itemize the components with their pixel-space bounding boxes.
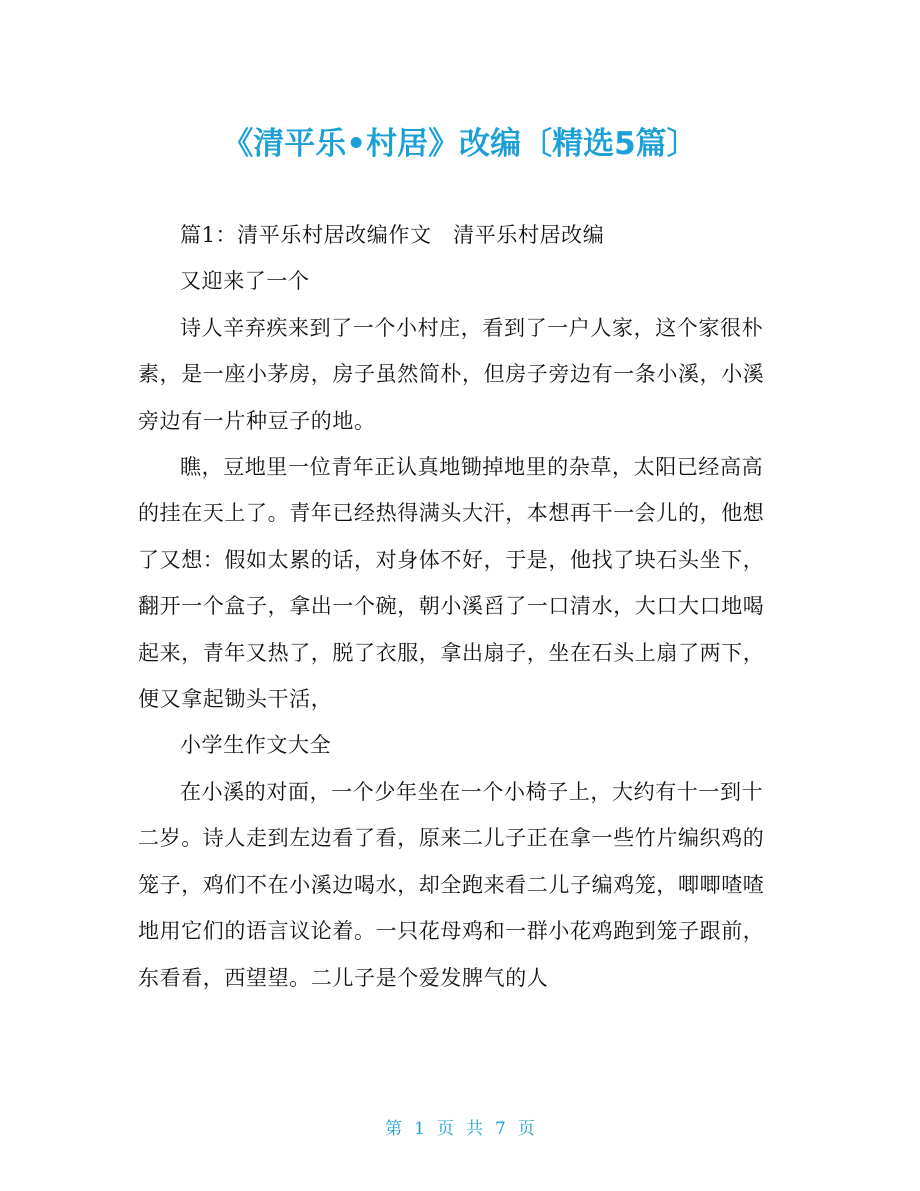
footer-gong: 共: [466, 1119, 483, 1139]
footer-ye: 页: [437, 1119, 454, 1139]
document-title: 《清平乐•村居》改编〔精选5篇〕: [222, 126, 698, 162]
paragraph: 诗人辛弃疾来到了一个小村庄，看到了一户人家，这个家很朴素，是一座小茅房，房子虽然简朴，但房子旁边有一条小溪，小溪旁边有一片种豆子的地。: [138, 315, 765, 433]
footer-total-pages: 7: [495, 1119, 506, 1139]
paragraph: 小学生作文大全: [180, 733, 332, 758]
paragraph-heading: 篇1：清平乐村居改编作文 清平乐村居改编: [180, 223, 605, 247]
paragraph: 又迎来了一个: [180, 269, 310, 294]
footer-di: 第: [385, 1119, 403, 1139]
paragraph: 在小溪的对面，一个少年坐在一个小椅子上，大约有十一到十二岁。诗人走到左边看了看，原来二儿子正在拿一些竹片编织鸡的笼子，鸡们不在小溪边喝水，却全跑来看二儿子编鸡笼，唧唧喳喳地用它们的语言议论着。一只花母鸡和一群小花鸡跑到笼子跟前，东看看，西望望。二儿子是个爱发脾气的人: [138, 779, 765, 990]
footer-current-page: 1: [414, 1119, 425, 1139]
page-footer: [0, 1114, 920, 1139]
footer-ye: 页: [517, 1119, 535, 1139]
paragraph: 瞧，豆地里一位青年正认真地锄掉地里的杂草，太阳已经高高的挂在天上了。青年已经热得满头大汗，本想再干一会儿的，他想了又想：假如太累的话，对身体不好，于是，他找了块石头坐下，翻开一个盒子，拿出一个碗，朝小溪舀了一口清水，大口大口地喝起来，青年又热了，脱了衣服，拿出扇子，坐在石头上扇了两下，便又拿起锄头干活，: [138, 455, 765, 712]
document-body: [138, 212, 783, 1001]
